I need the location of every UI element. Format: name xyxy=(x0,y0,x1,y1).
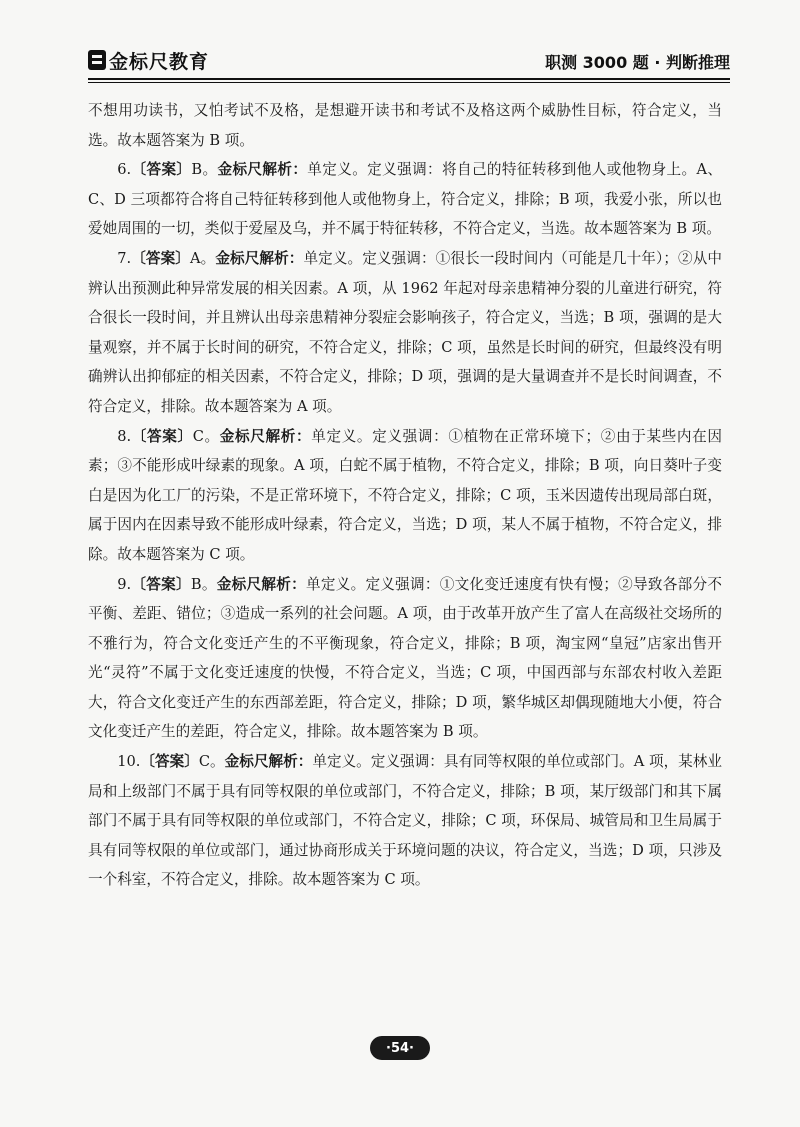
item-number: 9. xyxy=(117,575,132,593)
header-rule-thin xyxy=(88,82,730,83)
answer-value: B。 xyxy=(190,575,217,593)
book-title: 职测 3000 题 · 判断推理 xyxy=(545,53,730,72)
analysis-text: 单定义。定义强调：具有同等权限的单位或部门。A 项，某林业局和上级部门不属于具有同等权限的单位或部门，不符合定义，排除；B 项，某厅级部门和其下属部门不属于具有同等权限的单位或部门，不符合定义，排除；C 项，环保局、城管局和卫生局属于具有同等权限的单位或部门，通过协商形成关于环境问题的决议，符合定义，当选；D 项，只涉及一个科室，不符合定义，排除。故本题答案为 C 项。 xyxy=(88,753,722,889)
answer-label: 〔答案〕 xyxy=(131,161,192,179)
analysis-label: 金标尺解析： xyxy=(219,427,312,445)
item-number: 6. xyxy=(117,161,132,179)
analysis-label: 金标尺解析： xyxy=(224,753,313,771)
lead-paragraph: 不想用功读书，又怕考试不及格，是想避开读书和考试不及格这两个威胁性目标，符合定义，当选。故本题答案为 B 项。 xyxy=(88,102,722,149)
publisher-logo xyxy=(88,48,209,72)
answer-value: B。 xyxy=(191,161,218,179)
answer-label: 〔答案〕 xyxy=(131,427,193,445)
answer-item-8 xyxy=(88,422,722,570)
analysis-label: 金标尺解析： xyxy=(215,249,304,267)
answer-label: 〔答案〕 xyxy=(131,575,191,593)
item-number: 7. xyxy=(117,249,132,267)
page-content xyxy=(88,96,722,895)
analysis-text: 单定义。定义强调：将自己的特征转移到他人或他物身上。A、C、D 三项都符合将自己特征转移到他人或他物身上，符合定义，排除；B 项，我爱小张，所以也爱她周围的一切，类似于爱屋及乌，并不属于特征转移，不符合定义，当选。故本题答案为 B 项。 xyxy=(88,161,722,238)
answer-value: A。 xyxy=(189,249,216,267)
analysis-label: 金标尺解析： xyxy=(216,575,306,593)
answer-value: C。 xyxy=(192,427,220,445)
item-number: 8. xyxy=(117,427,132,445)
analysis-text: 单定义。定义强调：①很长一段时间内（可能是几十年）；②从中辨认出预测此种异常发展的相关因素。A 项，从 1962 年起对母亲患精神分裂的儿童进行研究，符合很长一段时间，并且辨认出母亲患精神分裂症会影响孩子，符合定义，当选；B 项，强调的是大量观察，并不属于长时间的研究，不符合定义，排除；C 项，虽然是长时间的研究，但最终没有明确辨认出抑郁症的相关因素，不符合定义，排除；D 项，强调的是大量调查并不是长时间调查，不符合定义，排除。故本题答案为 A 项。 xyxy=(88,249,722,415)
item-number: 10. xyxy=(117,753,141,771)
analysis-text: 单定义。定义强调：①植物在正常环境下；②由于某些内在因素；③不能形成叶绿素的现象。A 项，白蛇不属于植物，不符合定义，排除；B 项，向日葵叶子变白是因为化工厂的污染，不是正常环境下，不符合定义，排除；C 项，玉米因遗传出现局部白斑，属于因内在因素导致不能形成叶绿素，符合定义，当选；D 项，某人不属于植物，不符合定义，排除。故本题答案为 C 项。 xyxy=(88,427,722,563)
answer-item-10 xyxy=(88,747,722,895)
logo-text: 金标尺教育 xyxy=(109,50,210,73)
page-number: ·54· xyxy=(370,1036,430,1060)
answer-item-6 xyxy=(88,155,722,244)
analysis-label: 金标尺解析： xyxy=(217,161,308,179)
answer-item-9 xyxy=(88,570,722,748)
logo-icon xyxy=(88,50,106,70)
answer-label: 〔答案〕 xyxy=(131,249,190,267)
page-header xyxy=(88,44,730,76)
answer-value: C。 xyxy=(198,753,225,771)
answer-item-7 xyxy=(88,244,722,422)
answer-label: 〔答案〕 xyxy=(140,753,199,771)
analysis-text: 单定义。定义强调：①文化变迁速度有快有慢；②导致各部分不平衡、差距、错位；③造成一系列的社会问题。A 项，由于改革开放产生了富人在高级社交场所的不雅行为，符合文化变迁产生的不平衡现象，符合定义，排除；B 项，淘宝网“皇冠”店家出售开光“灵符”不属于文化变迁速度的快慢，不符合定义，当选；C 项，中国西部与东部农村收入差距大，符合文化变迁产生的东西部差距，符合定义，排除；D 项，繁华城区却偶现随地大小便，符合文化变迁产生的差距，符合定义，排除。故本题答案为 B 项。 xyxy=(88,575,722,741)
header-rule xyxy=(88,78,730,80)
